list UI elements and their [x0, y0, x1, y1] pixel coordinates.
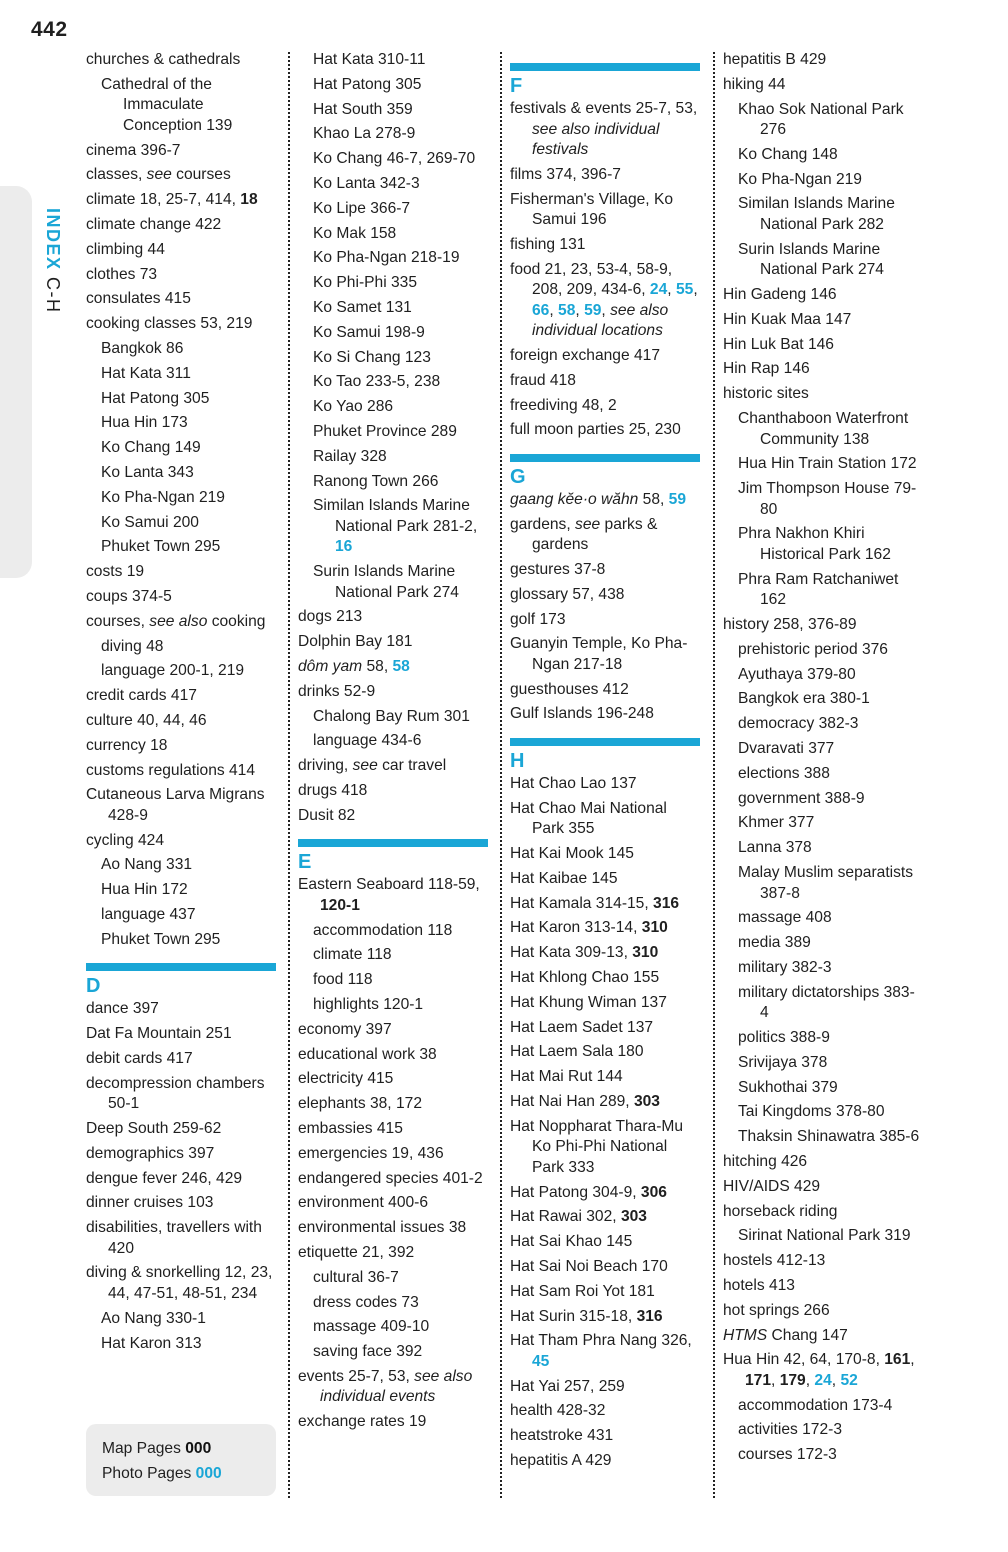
index-entry: Hat Laem Sadet 137 [510, 1018, 654, 1036]
section-bar [510, 454, 700, 462]
index-subentry: Ao Nang 331 [101, 856, 193, 874]
index-subentry: language 437 [101, 906, 196, 923]
index-entry: courses, see also cooking [86, 612, 266, 630]
index-subentry: Phuket Town 295 [101, 538, 221, 556]
index-subentry: Ko Pha-Ngan 218-19 [313, 249, 460, 267]
index-subentry: Chanthaboon Waterfront Community 138 [738, 410, 909, 448]
index-entry: horseback riding [723, 1202, 838, 1220]
index-subentry: cultural 36-7 [313, 1268, 399, 1286]
index-entry: churches & cathedrals [86, 51, 241, 68]
index-subentry: Tai Kingdoms 378-80 [738, 1103, 885, 1121]
index-entry: driving, see car travel [298, 757, 447, 775]
index-entry: full moon parties 25, 230 [510, 421, 681, 439]
side-tab-label [42, 208, 63, 314]
index-subentry: Ko Tao 233-5, 238 [313, 373, 441, 391]
index-subentry: Srivijaya 378 [738, 1053, 828, 1071]
index-subentry: Sukhothai 379 [738, 1078, 838, 1096]
index-entry: glossary 57, 438 [510, 585, 625, 603]
index-entry: fishing 131 [510, 235, 586, 253]
section-letter: F [510, 75, 523, 97]
index-entry: costs 19 [86, 563, 145, 581]
index-entry: Hat Laem Sala 180 [510, 1043, 644, 1061]
tab-range-label: C-H [43, 277, 63, 314]
index-entry: disabilities, travellers with 420 [86, 1219, 262, 1257]
index-subentry: Surin Islands Marine National Park 274 [738, 240, 884, 279]
index-entry: Hat Surin 315-18, 316 [510, 1307, 663, 1325]
legend-photo-pages: Photo Pages 000 [102, 1465, 222, 1482]
index-subentry: Phuket Province 289 [313, 422, 457, 440]
index-subentry: Khmer 377 [738, 814, 815, 832]
index-subentry: Ko Lanta 343 [101, 463, 194, 481]
index-entry: hostels 412-13 [723, 1252, 826, 1270]
index-entry: drinks 52-9 [298, 682, 376, 700]
index-subentry: Cathedral of the Immaculate Conception 139 [101, 75, 233, 134]
index-subentry: Hat Kata 311 [101, 364, 191, 382]
index-subentry: Ko Lipe 366-7 [313, 199, 411, 217]
index-entry: Hin Kuak Maa 147 [723, 310, 852, 328]
index-subentry: Phra Nakhon Khiri Historical Park 162 [738, 525, 891, 563]
index-entry: Guanyin Temple, Ko Pha-Ngan 217-18 [510, 635, 688, 673]
index-subentry: Phuket Town 295 [101, 930, 221, 948]
index-subentry: Ko Yao 286 [313, 398, 394, 416]
index-subentry: massage 409-10 [313, 1318, 430, 1336]
index-subentry: food 118 [313, 971, 373, 989]
index-entry: Hin Luk Bat 146 [723, 335, 834, 353]
index-entry: climate change 422 [86, 215, 222, 233]
index-entry: decompression chambers 50-1 [86, 1074, 265, 1113]
index-entry: endangered species 401-2 [298, 1169, 483, 1187]
index-entry: Hat Kata 309-13, 310 [510, 944, 659, 962]
index-entry: hepatitis B 429 [723, 51, 827, 68]
index-subentry: Khao Sok National Park 276 [738, 100, 904, 139]
column-divider [713, 52, 715, 1498]
index-entry: Hat Sai Khao 145 [510, 1233, 633, 1251]
index-subentry: Ko Chang 148 [738, 145, 838, 163]
index-entry: dogs 213 [298, 608, 363, 626]
index-entry: dôm yam 58, 58 [298, 658, 410, 676]
index-column-4 [723, 50, 923, 1470]
index-subentry: climate 118 [313, 946, 392, 964]
index-subentry: Surin Islands Marine National Park 274 [313, 563, 459, 601]
index-entry: hitching 426 [723, 1152, 808, 1170]
index-entry: Hua Hin 42, 64, 170-8, 161, 171, 179, 24, 52 [723, 1351, 915, 1389]
index-subentry: courses 172-3 [738, 1446, 837, 1464]
index-entry: economy 397 [298, 1020, 392, 1038]
index-subentry: Ko Si Chang 123 [313, 348, 431, 366]
index-entry: Deep South 259-62 [86, 1119, 222, 1137]
index-entry: climbing 44 [86, 240, 165, 258]
index-entry: HTMS Chang 147 [723, 1326, 848, 1344]
index-entry: hot springs 266 [723, 1301, 830, 1319]
index-subentry: Hua Hin Train Station 172 [738, 455, 917, 473]
index-subentry: dress codes 73 [313, 1293, 419, 1311]
index-entry: Hat Khung Wiman 137 [510, 993, 667, 1011]
index-entry: emergencies 19, 436 [298, 1144, 444, 1162]
section-letter: D [86, 975, 101, 998]
legend-photo-number: 000 [195, 1465, 222, 1482]
index-entry: embassies 415 [298, 1119, 403, 1137]
index-entry: HIV/AIDS 429 [723, 1177, 821, 1195]
column-divider [288, 52, 290, 1498]
index-entry: cooking classes 53, 219 [86, 315, 253, 333]
index-entry: historic sites [723, 385, 809, 403]
index-subentry: military dictatorships 383-4 [738, 983, 915, 1022]
index-subentry: Ko Chang 149 [101, 439, 201, 457]
index-entry: Dolphin Bay 181 [298, 633, 413, 651]
index-entry: freediving 48, 2 [510, 396, 617, 414]
index-subentry: Ko Samui 200 [101, 513, 199, 531]
index-subentry: Khao La 278-9 [313, 125, 416, 143]
index-entry: consulates 415 [86, 290, 191, 308]
index-entry: Hat Karon 313-14, 310 [510, 919, 668, 937]
index-entry: Hat Kamala 314-15, 316 [510, 894, 680, 912]
index-entry: Cutaneous Larva Migrans 428-9 [86, 786, 265, 824]
index-subentry: Ko Pha-Ngan 219 [738, 170, 862, 188]
index-subentry: Hua Hin 173 [101, 414, 188, 432]
index-entry: dengue fever 246, 429 [86, 1169, 243, 1187]
index-entry: Dat Fa Mountain 251 [86, 1025, 232, 1043]
section-letter: G [510, 465, 526, 488]
index-subentry: Hat Karon 313 [101, 1334, 202, 1352]
index-entry: Hat Rawai 302, 303 [510, 1208, 647, 1226]
index-entry: culture 40, 44, 46 [86, 711, 207, 729]
index-entry: dinner cruises 103 [86, 1194, 214, 1212]
index-subentry: democracy 382-3 [738, 715, 859, 733]
index-subentry: Ko Chang 46-7, 269-70 [313, 150, 476, 168]
section-bar [86, 963, 276, 971]
index-subentry: Thaksin Shinawatra 385-6 [738, 1128, 920, 1146]
index-subentry: Similan Islands Marine National Park 281-2, 16 [313, 497, 478, 556]
index-entry: educational work 38 [298, 1045, 437, 1063]
index-subentry: government 388-9 [738, 789, 865, 807]
index-subentry: Ranong Town 266 [313, 472, 439, 490]
index-subentry: Ao Nang 330-1 [101, 1309, 206, 1327]
index-entry: golf 173 [510, 610, 566, 628]
index-entry: environmental issues 38 [298, 1219, 467, 1237]
index-subentry: Hat South 359 [313, 100, 413, 118]
index-subentry: elections 388 [738, 764, 830, 782]
index-entry: cycling 424 [86, 831, 165, 849]
index-subentry: Phra Ram Ratchaniwet 162 [738, 570, 899, 609]
index-entry: foreign exchange 417 [510, 346, 660, 364]
index-entry: dance 397 [86, 1000, 159, 1018]
section-letter: E [298, 851, 312, 874]
index-subentry: accommodation 118 [313, 921, 453, 939]
index-entry: Hat Noppharat Thara-Mu Ko Phi-Phi National Park 333 [510, 1117, 684, 1176]
index-entry: Hin Gadeng 146 [723, 286, 837, 304]
index-subentry: Chalong Bay Rum 301 [313, 707, 470, 725]
index-subentry: Hat Patong 305 [101, 389, 210, 407]
index-subentry: Bangkok 86 [101, 339, 184, 357]
index-entry: food 21, 23, 53-4, 58-9, 208, 209, 434-6, 24, 55, 66, 58, 59, see also individual locations [510, 260, 698, 340]
index-entry: Hat Kai Mook 145 [510, 845, 634, 863]
index-entry: Hat Patong 304-9, 306 [510, 1183, 667, 1201]
index-subentry: prehistoric period 376 [738, 640, 888, 658]
index-subentry: politics 388-9 [738, 1029, 830, 1046]
index-subentry: Hat Patong 305 [313, 75, 422, 93]
index-entry: drugs 418 [298, 782, 368, 800]
index-entry: diving & snorkelling 12, 23, 44, 47-51, 48-51, 234 [86, 1264, 273, 1302]
side-tab [0, 186, 32, 578]
index-subentry: Dvaravati 377 [738, 740, 835, 758]
index-entry: Hat Nai Han 289, 303 [510, 1093, 660, 1111]
index-subentry: Ko Samet 131 [313, 298, 412, 316]
index-entry: Hat Sam Roi Yot 181 [510, 1282, 655, 1300]
index-subentry: Ayuthaya 379-80 [738, 665, 856, 683]
index-subentry: highlights 120-1 [313, 996, 424, 1013]
index-entry: elephants 38, 172 [298, 1095, 422, 1113]
section-bar [510, 63, 700, 71]
index-entry: demographics 397 [86, 1144, 215, 1162]
index-subentry: activities 172-3 [738, 1421, 843, 1439]
index-subentry: massage 408 [738, 909, 832, 927]
index-entry: electricity 415 [298, 1070, 394, 1088]
index-entry: events 25-7, 53, see also individual events [298, 1367, 473, 1406]
index-entry: Hat Kaibae 145 [510, 869, 618, 887]
index-entry: debit cards 417 [86, 1049, 193, 1067]
index-subentry: military 382-3 [738, 958, 832, 976]
index-entry: currency 18 [86, 736, 168, 754]
index-entry: gaang kĕe·o wăhn 58, 59 [510, 490, 687, 508]
index-entry: Hat Chao Lao 137 [510, 774, 637, 792]
index-entry: Hat Mai Rut 144 [510, 1068, 623, 1086]
index-subentry: Ko Lanta 342-3 [313, 174, 420, 192]
index-entry: hotels 413 [723, 1276, 795, 1294]
legend-map-pages: Map Pages 000 [102, 1440, 212, 1457]
index-entry: films 374, 396-7 [510, 165, 621, 183]
index-entry: Fisherman's Village, Ko Samui 196 [510, 190, 674, 229]
index-subentry: media 389 [738, 934, 811, 952]
index-entry: Dusit 82 [298, 806, 356, 824]
index-subentry: Lanna 378 [738, 839, 812, 857]
index-entry: heatstroke 431 [510, 1427, 614, 1445]
index-subentry: accommodation 173-4 [738, 1396, 893, 1414]
index-subentry: Ko Pha-Ngan 219 [101, 488, 225, 506]
index-entry: climate 18, 25-7, 414, 18 [86, 191, 258, 209]
index-entry: Hat Tham Phra Nang 326, 45 [510, 1332, 692, 1370]
index-entry: etiquette 21, 392 [298, 1243, 415, 1261]
index-subentry: Ko Samui 198-9 [313, 323, 425, 341]
index-subentry: Bangkok era 380-1 [738, 690, 870, 708]
index-entry: gardens, see parks & gardens [510, 515, 658, 554]
index-column-1 [86, 50, 276, 1358]
index-entry: Hat Yai 257, 259 [510, 1377, 625, 1395]
section-letter: H [510, 749, 525, 772]
index-entry: exchange rates 19 [298, 1413, 427, 1431]
column-divider [500, 52, 502, 1498]
tab-index-label: INDEX [43, 208, 63, 271]
index-entry: gestures 37-8 [510, 560, 606, 578]
index-entry: Hin Rap 146 [723, 360, 810, 378]
index-subentry: Ko Phi-Phi 335 [313, 274, 418, 292]
index-subentry: Malay Muslim separatists 387-8 [738, 864, 914, 902]
index-subentry: Railay 328 [313, 447, 387, 465]
index-entry: coups 374-5 [86, 587, 172, 605]
index-subentry: Hat Kata 310-11 [313, 51, 426, 68]
index-subentry: language 434-6 [313, 732, 422, 750]
index-column-3 [510, 50, 700, 1476]
index-entry: environment 400-6 [298, 1194, 429, 1212]
index-subentry: diving 48 [101, 637, 164, 655]
index-entry: guesthouses 412 [510, 680, 629, 698]
index-subentry: Ko Mak 158 [313, 224, 397, 242]
index-entry: health 428-32 [510, 1402, 606, 1420]
index-entry: credit cards 417 [86, 687, 197, 705]
index-entry: Hat Chao Mai National Park 355 [510, 799, 667, 838]
index-entry: cinema 396-7 [86, 141, 181, 159]
index-entry: hiking 44 [723, 75, 786, 93]
page-number: 442 [31, 18, 68, 41]
index-subentry: Jim Thompson House 79-80 [738, 480, 917, 518]
index-entry: Hat Sai Noi Beach 170 [510, 1258, 668, 1275]
index-entry: festivals & events 25-7, 53, see also individual festivals [510, 100, 698, 158]
index-entry: clothes 73 [86, 265, 158, 283]
index-subentry: Hua Hin 172 [101, 881, 188, 899]
index-entry: Hat Khlong Chao 155 [510, 969, 660, 987]
page-legend [86, 1424, 276, 1496]
section-bar [298, 839, 488, 847]
index-column-2 [298, 50, 488, 1437]
section-bar [510, 738, 700, 746]
index-entry: Eastern Seaboard 118-59, 120-1 [298, 876, 480, 914]
index-subentry: language 200-1, 219 [101, 662, 245, 680]
index-subentry: Sirinat National Park 319 [738, 1227, 911, 1245]
index-entry: hepatitis A 429 [510, 1452, 612, 1470]
index-subentry: saving face 392 [313, 1343, 423, 1361]
index-entry: fraud 418 [510, 371, 576, 389]
index-subentry: Similan Islands Marine National Park 282 [738, 195, 895, 233]
index-entry: history 258, 376-89 [723, 616, 857, 634]
index-entry: classes, see courses [86, 166, 231, 184]
legend-map-number: 000 [185, 1440, 212, 1457]
index-entry: customs regulations 414 [86, 761, 256, 779]
index-entry: Gulf Islands 196-248 [510, 705, 654, 723]
